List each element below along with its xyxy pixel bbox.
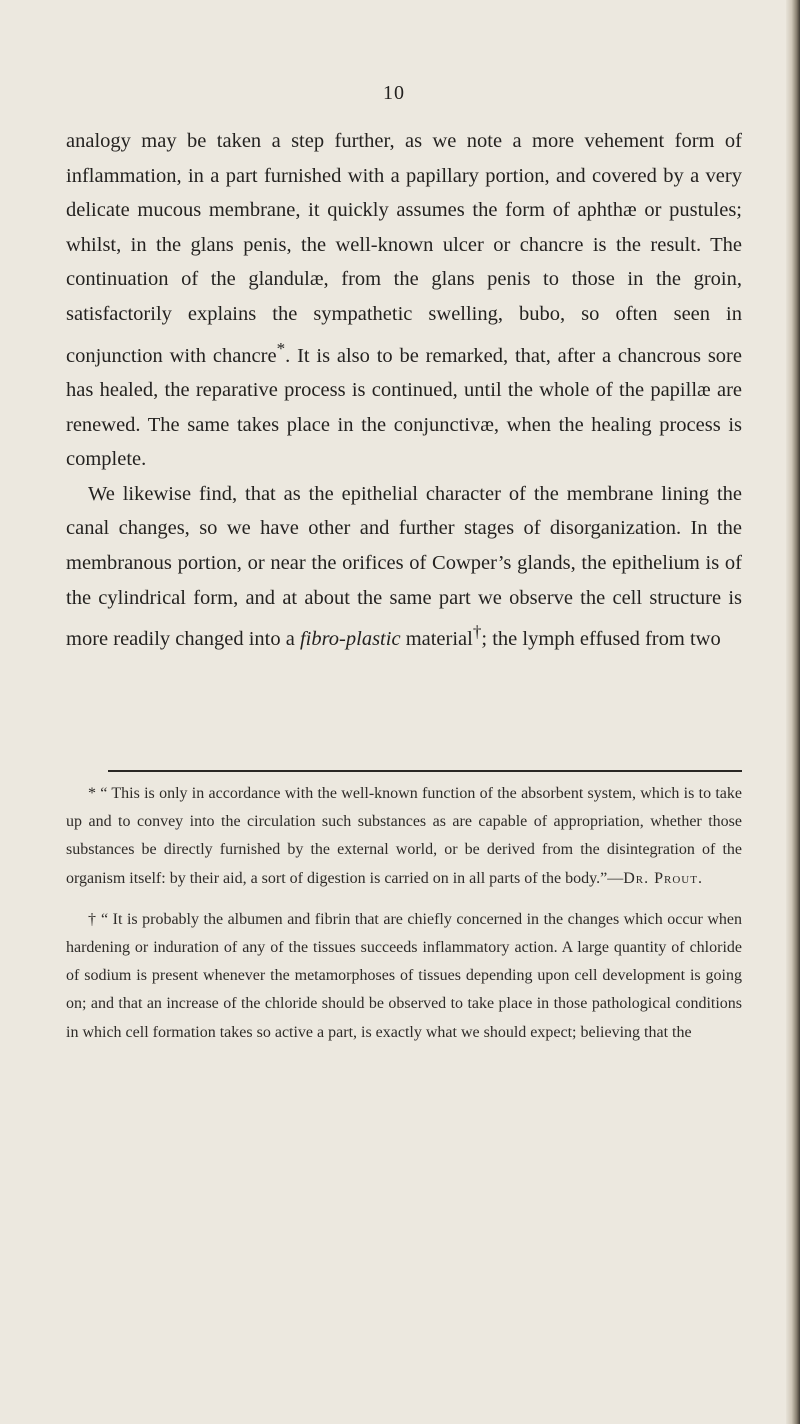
- body-text: [66, 124, 742, 657]
- footnote-marker: †: [472, 622, 482, 642]
- paragraph-text: ; the lymph effused from two: [481, 627, 721, 650]
- footnote: [66, 906, 742, 1047]
- footnote-text: “ It is probably the albumen and fibrin that are chiefly concerned in the changes which occur when hardening or induration of any of the tissues succeeds inflammatory action. A large quantity of chloride of sodium is present whenever the metamorphoses of tissues depending upon cell development is going on; and that an increase of the chloride should be observed to take place in those pathological conditions in which cell formation takes so active a part, is exactly what we should expect; believing that the: [66, 910, 742, 1041]
- paragraph-text: material: [400, 627, 473, 650]
- page-edge-shadow: [786, 0, 800, 1424]
- footnote-marker: †: [88, 910, 97, 928]
- footnote-divider: [108, 770, 742, 772]
- footnote-author: Dr. Prout.: [623, 869, 703, 887]
- paragraph-text: We likewise find, that as the epithelial character of the membrane lining the canal changes, so we have other and further stages of disorganization. In the membranous portion, or near the orifices of Cowper’s glands, the epithelium is of the cylindrical form, and at about the same part we observe the cell structure is more readily changed into a: [66, 482, 742, 650]
- paragraph: [66, 477, 742, 657]
- footnote: [66, 780, 742, 893]
- paragraph-text: analogy may be taken a step further, as we note a more vehement form of inflammation, in a part furnished with a papillary portion, and covered by a very delicate mucous membrane, it quickly assumes the form of aphthæ or pustules; whilst, in the glans penis, the well-known ulcer or chancre is the result. The continuation of the glandulæ, from the glans penis to those in the groin, satisfactorily explains the sympathetic swelling, bubo, so often seen in conjunction with chancre: [66, 130, 742, 367]
- paragraph: [66, 124, 742, 477]
- footnote-marker: *: [88, 785, 96, 802]
- page-number: 10: [383, 82, 405, 104]
- paragraph-text: . It is also to be remarked, that, after a chancrous sore has healed, the reparative process is continued, until the whole of the papillæ are renewed. The same takes place in the conjunctivæ, when the healing process is complete.: [66, 344, 742, 471]
- footnote-text: “ This is only in accordance with the well-known function of the absorbent system, which is to take up and to convey into the circulation such substances as are capable of appropriation, whether those substances be directly furnished by the external world, or be derived from the disintegration of the organism itself: by their aid, a sort of digestion is carried on in all parts of the body.”—: [66, 785, 742, 887]
- footnotes: [66, 780, 742, 1047]
- footnote-marker: *: [276, 338, 286, 358]
- emphasis-text: fibro-plastic: [299, 627, 401, 650]
